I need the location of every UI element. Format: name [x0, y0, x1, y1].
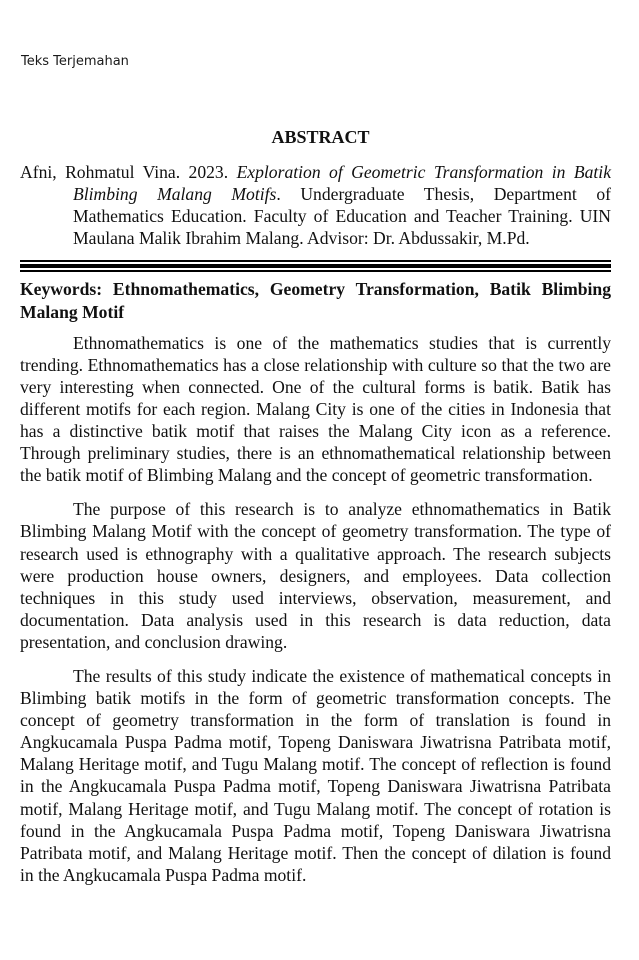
rule-thin-bottom [20, 270, 611, 272]
abstract-title: ABSTRACT [271, 127, 370, 147]
abstract-paragraph-2: The purpose of this research is to analyze ethnomathematics in Batik Blimbing Malang Motif with the concept of geometry transformation. The type of research used is ethnography with a qualitative approach. The research subjects were production house owners, designers, and employees. Data collection techniques in this study used interviews, observation, measurement, and documentation. Data analysis used in this research is data reduction, data presentation, and conclusion drawing. [20, 499, 611, 652]
citation-work-title: Exploration of Geometric Transformation in Batik Blimbing Malang Motifs [73, 162, 611, 205]
abstract-document [20, 126, 611, 886]
citation-details: . Undergraduate Thesis, Department of Mathematics Education. Faculty of Education and Teacher Training. UIN Maulana Malik Ibrahim Malang. Advisor: Dr. Abdussakir, M.Pd. [73, 184, 611, 249]
page-header-label: Teks Terjemahan [21, 54, 129, 69]
abstract-paragraph-3: The results of this study indicate the existence of mathematical concepts in Blimbing batik motifs in the form of geometric transformation concepts. The concept of geometry transformation in the form of translation is found in Angkucamala Puspa Padma motif, Topeng Daniswara Jiwatrisna Patribata motif, Malang Heritage motif, and Tugu Malang motif. The concept of reflection is found in the Angkucamala Puspa Padma motif, Topeng Daniswara Jiwatrisna Patribata motif, Malang Heritage motif, and Tugu Malang motif. The concept of rotation is found in the Angkucamala Puspa Padma motif, Topeng Daniswara Jiwatrisna Patribata motif, and Malang Heritage motif. Then the concept of dilation is found in the Angkucamala Puspa Padma motif. [20, 665, 611, 885]
triple-rule-divider [20, 260, 611, 272]
citation [20, 161, 611, 249]
citation-author-year: Afni, Rohmatul Vina. 2023. [20, 162, 237, 183]
keywords-line: Keywords: Ethnomathematics, Geometry Transformation, Batik Blimbing Malang Motif [20, 279, 611, 322]
abstract-paragraph-1: Ethnomathematics is one of the mathematics studies that is currently trending. Ethnomathematics has a close relationship with culture so that the two are very interesting when connected. One of the cultural forms is batik. Batik has different motifs for each region. Malang City is one of the cities in Indonesia that has a distinctive batik motif that raises the Malang City icon as a reference. Through preliminary studies, there is an ethnomathematical relationship between the batik motif of Blimbing Malang and the concept of geometric transformation. [20, 332, 611, 486]
